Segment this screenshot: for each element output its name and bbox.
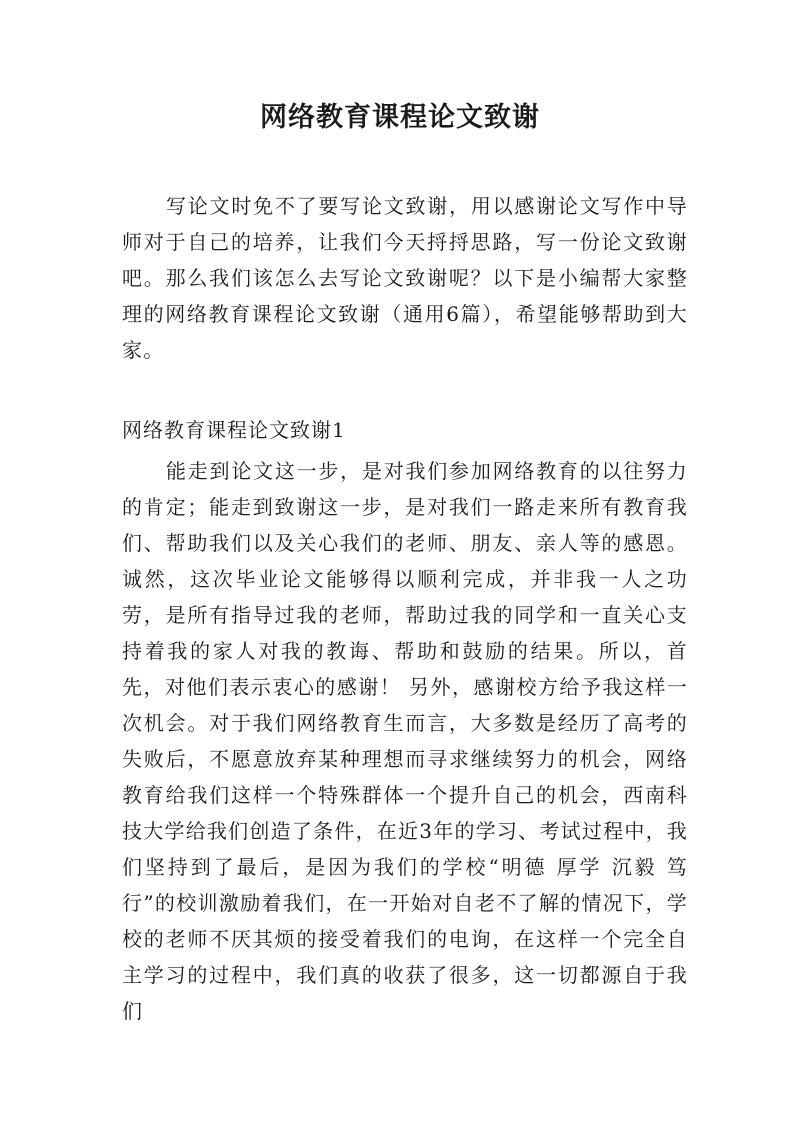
section-heading: 网络教育课程论文致谢1 (122, 418, 346, 442)
section-body-paragraph: 能走到论文这一步，是对我们参加网络教育的以往努力的肯定；能走到致谢这一步，是对我们一路走来所有教育我们、帮助我们以及关心我们的老师、朋友、亲人等的感恩。诚然，这次毕业论文能够得以顺利完成，并非我一人之功劳，是所有指导过我的老师，帮助过我的同学和一直关心支持着我的家人对我的教诲、帮助和鼓励的结果。所以，首先，对他们表示衷心的感谢！ 另外，感谢校方给予我这样一次机会。对于我们网络教育生而言，大多数是经历了高考的失败后，不愿意放弃某种理想而寻求继续努力的机会，网络教育给我们这样一个特殊群体一个提升自己的机会，西南科技大学给我们创造了条件，在近3年的学习、考试过程中，我们坚持到了最后，是因为我们的学校“明德 厚学 沉毅 笃行”的校训激励着我们，在一开始对自老不了解的情况下，学校的老师不厌其烦的接受着我们的电询，在这样一个完全自主学习的过程中，我们真的收获了很多，这一切都源自于我们 (122, 459, 688, 1023)
document-title: 网络教育课程论文致谢 (260, 102, 540, 133)
intro-paragraph: 写论文时免不了要写论文致谢，用以感谢论文写作中导师对于自己的培养，让我们今天捋捋思路，写一份论文致谢吧。那么我们该怎么去写论文致谢呢？以下是小编帮大家整理的网络教育课程论文致谢（通用6篇），希望能够帮助到大家。 (122, 194, 688, 362)
